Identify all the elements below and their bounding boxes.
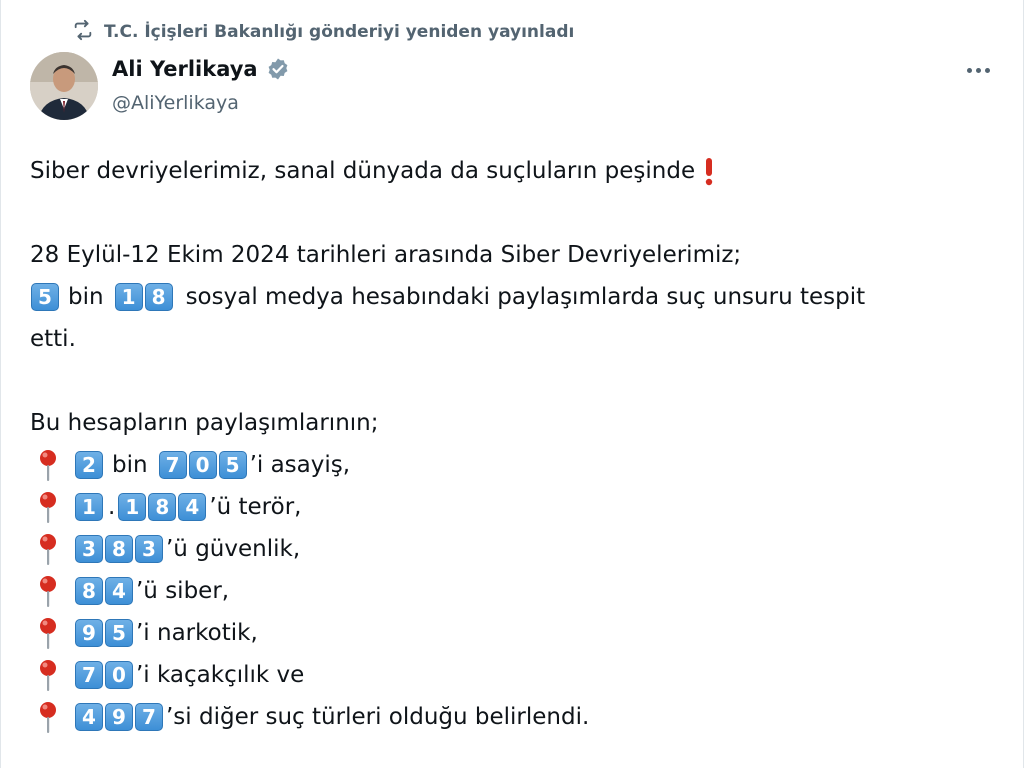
- keycap-digit: 7: [75, 661, 103, 689]
- pushpin-icon: [36, 448, 60, 482]
- keycap-digit: 7: [135, 703, 163, 731]
- stats-item: 8 4 ’ü siber,: [30, 570, 990, 612]
- keycap-digit: 8: [145, 283, 173, 311]
- tweet-line-2: 28 Eylül-12 Ekim 2024 tarihleri arasında Siber Devriyelerimiz;: [30, 242, 742, 268]
- verified-badge-icon[interactable]: [266, 57, 290, 81]
- stats-item: 3 8 3 ’ü güvenlik,: [30, 528, 990, 570]
- keycap-digit: 4: [105, 577, 133, 605]
- keycap-number: [74, 703, 164, 731]
- keycap-number: [74, 577, 134, 605]
- keycap-digit: 3: [75, 535, 103, 563]
- keycap-number: [74, 451, 104, 479]
- keycap-number: [114, 283, 174, 311]
- keycap-number: [74, 535, 164, 563]
- stats-item: 7 0 ’i kaçakçılık ve: [30, 654, 990, 696]
- keycap-digit: 8: [105, 535, 133, 563]
- pushpin-icon: [36, 532, 60, 566]
- more-options-icon[interactable]: [960, 56, 996, 84]
- keycap-digit: 4: [75, 703, 103, 731]
- keycap-digit: 3: [135, 535, 163, 563]
- keycap-digit: 9: [105, 703, 133, 731]
- keycap-number: [74, 619, 134, 647]
- keycap-digit: 4: [178, 493, 206, 521]
- keycap-digit: 8: [75, 577, 103, 605]
- tweet-line-5: Bu hesapların paylaşımlarının;: [30, 410, 379, 436]
- keycap-digit: 7: [159, 451, 187, 479]
- tweet-text: [30, 150, 990, 738]
- keycap-digit: 2: [75, 451, 103, 479]
- repost-text: T.C. İçişleri Bakanlığı gönderiyi yeniden yayınladı: [104, 22, 575, 42]
- keycap-number: [30, 283, 60, 311]
- stats-item: 2 bin 7 0 5 ’i asayiş,: [30, 444, 990, 486]
- keycap-digit: 5: [31, 283, 59, 311]
- stats-item: 4 9 7 ’si diğer suç türleri olduğu belirlendi.: [30, 696, 990, 738]
- author-name[interactable]: Ali Yerlikaya: [112, 57, 258, 81]
- keycap-number: [74, 661, 134, 689]
- pushpin-icon: [36, 700, 60, 734]
- exclamation-icon: [703, 156, 715, 186]
- pushpin-icon: [36, 658, 60, 692]
- keycap-digit: 9: [75, 619, 103, 647]
- repost-icon: [72, 19, 94, 46]
- tweet-line-4: etti.: [30, 326, 76, 352]
- keycap-digit: 1: [75, 493, 103, 521]
- author-handle[interactable]: @AliYerlikaya: [112, 92, 239, 114]
- repost-header[interactable]: [72, 18, 574, 46]
- stats-item: 1 . 1 8 4 ’ü terör,: [30, 486, 990, 528]
- pushpin-icon: [36, 616, 60, 650]
- keycap-number: [74, 493, 104, 521]
- keycap-digit: 0: [105, 661, 133, 689]
- pushpin-icon: [36, 574, 60, 608]
- keycap-digit: 8: [148, 493, 176, 521]
- avatar[interactable]: [30, 52, 98, 120]
- tweet-line-1: Siber devriyelerimiz, sanal dünyada da suçluların peşinde: [30, 150, 990, 192]
- left-border: [0, 0, 1, 768]
- keycap-digit: 0: [189, 451, 217, 479]
- author-block: [112, 54, 290, 114]
- keycap-digit: 5: [105, 619, 133, 647]
- keycap-digit: 1: [115, 283, 143, 311]
- stats-item: 9 5 ’i narkotik,: [30, 612, 990, 654]
- keycap-digit: 5: [219, 451, 247, 479]
- keycap-digit: 1: [118, 493, 146, 521]
- keycap-number: [158, 451, 248, 479]
- pushpin-icon: [36, 490, 60, 524]
- tweet-line-3: 5 bin 1 8 sosyal medya hesabındaki paylaşımlarda suç unsuru tespit: [30, 276, 990, 318]
- keycap-number: [117, 493, 207, 521]
- stats-list: [30, 444, 990, 738]
